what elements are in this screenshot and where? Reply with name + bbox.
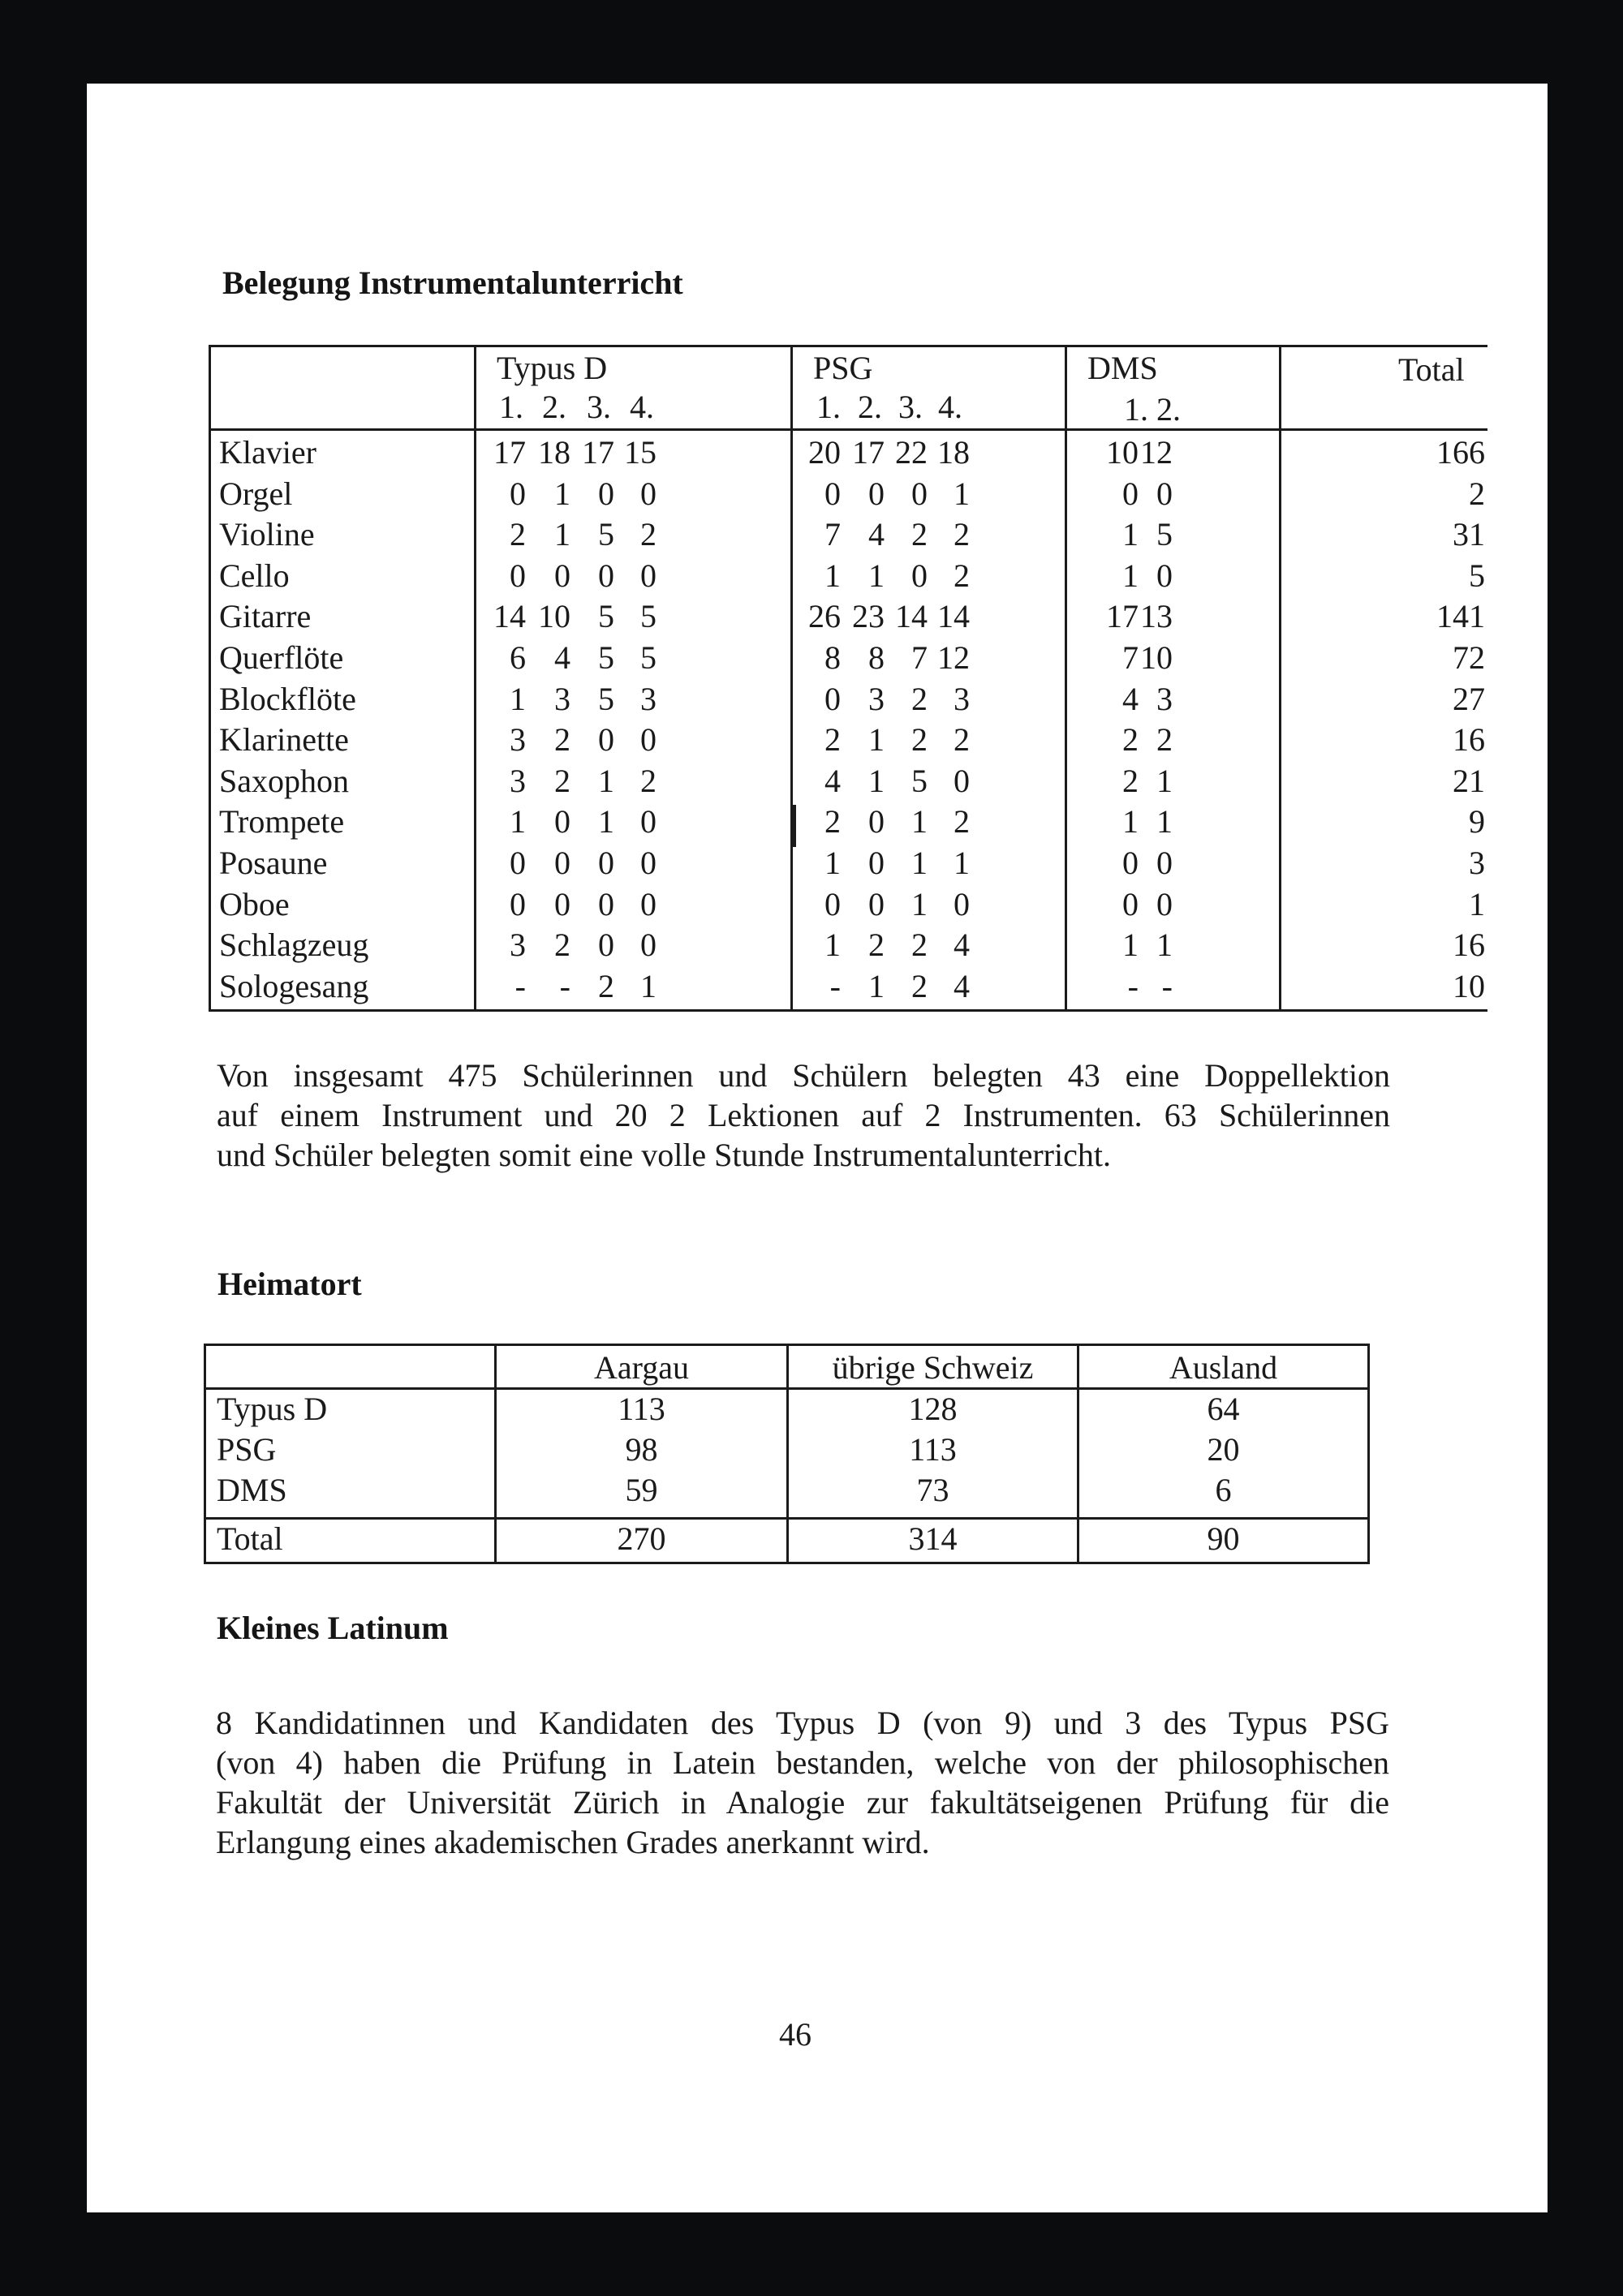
table-header-divider: [209, 428, 1487, 431]
psg-value: 1: [868, 763, 885, 799]
psg-value: 0: [868, 803, 885, 840]
psg-value: 5: [911, 763, 928, 799]
psg-value: 1: [954, 845, 970, 881]
psg-value: 18: [937, 434, 970, 471]
instrument-name: Schlagzeug: [219, 927, 369, 963]
psg-value: 26: [808, 598, 841, 634]
psg-value: 0: [824, 681, 841, 717]
cell-value: 73: [916, 1472, 949, 1508]
typus-d-value: 0: [598, 886, 614, 922]
table-left-border: [209, 345, 211, 1012]
psg-value: 3: [868, 681, 885, 717]
dms-value: 4: [1122, 681, 1139, 717]
dms-value: 0: [1156, 886, 1173, 922]
row-total-value: 10: [1453, 968, 1485, 1004]
instrumental-table: [209, 345, 1487, 1012]
class-header: 2.: [858, 389, 882, 425]
psg-value: 0: [824, 475, 841, 512]
typus-d-value: 4: [554, 639, 570, 676]
dms-value: 1: [1122, 927, 1139, 963]
column-divider: [474, 345, 476, 1012]
psg-value: 14: [895, 598, 928, 634]
psg-value: 17: [852, 434, 885, 471]
psg-value: 4: [954, 968, 970, 1004]
row-total-value: 141: [1436, 598, 1485, 634]
psg-value: 1: [911, 886, 928, 922]
typus-d-value: 5: [598, 516, 614, 553]
row-total-value: 27: [1453, 681, 1485, 717]
cell-value: 90: [1207, 1520, 1240, 1557]
typus-d-value: 1: [510, 803, 526, 840]
column-divider: [1065, 345, 1067, 1012]
psg-value: 1: [868, 721, 885, 758]
typus-d-value: 15: [624, 434, 657, 471]
class-header: 1.: [1124, 391, 1148, 428]
typus-d-value: 1: [598, 763, 614, 799]
typus-d-value: 2: [598, 968, 614, 1004]
dms-value: 0: [1122, 845, 1139, 881]
psg-value: 0: [868, 845, 885, 881]
instrument-name: Gitarre: [219, 598, 312, 634]
dms-value: 0: [1122, 475, 1139, 512]
psg-value: 2: [911, 721, 928, 758]
typus-d-value: 5: [598, 639, 614, 676]
psg-value: 2: [868, 927, 885, 963]
typus-d-value: 0: [598, 557, 614, 594]
psg-value: 0: [868, 886, 885, 922]
typus-d-value: 14: [493, 598, 526, 634]
typus-d-value: -: [514, 968, 526, 1004]
class-header: 3.: [898, 389, 923, 425]
group-header-dms: DMS: [1087, 350, 1158, 386]
paragraph-line: Erlangung eines akademischen Grades anerkannt wird.: [216, 1824, 930, 1860]
cell-value: 113: [618, 1391, 665, 1427]
dms-value: 10: [1140, 639, 1173, 676]
column-header-aargau: Aargau: [594, 1349, 689, 1386]
page-number: 46: [779, 2016, 812, 2053]
class-header: 4.: [630, 389, 654, 425]
typus-d-value: 3: [554, 681, 570, 717]
psg-value: 4: [868, 516, 885, 553]
class-header: 4.: [938, 389, 962, 425]
class-header: 2.: [542, 389, 566, 425]
paragraph-line: 8 Kandidatinnen und Kandidaten des Typus D (von 9) und 3 des Typus PSG: [216, 1705, 1389, 1741]
dms-value: 10: [1106, 434, 1139, 471]
psg-value: 7: [824, 516, 841, 553]
dms-value: 0: [1122, 886, 1139, 922]
cell-value: 113: [909, 1431, 957, 1468]
instrument-name: Orgel: [219, 475, 293, 512]
typus-d-value: 0: [510, 845, 526, 881]
row-total-value: 166: [1436, 434, 1485, 471]
typus-d-value: 5: [640, 598, 657, 634]
psg-value: 0: [954, 886, 970, 922]
typus-d-value: 3: [640, 681, 657, 717]
dms-value: 13: [1140, 598, 1173, 634]
typus-d-value: 0: [510, 557, 526, 594]
row-label: Total: [217, 1520, 283, 1557]
row-total-value: 9: [1469, 803, 1485, 840]
cell-value: 64: [1207, 1391, 1240, 1427]
psg-value: 2: [911, 968, 928, 1004]
typus-d-value: 0: [554, 845, 570, 881]
row-label: DMS: [217, 1472, 287, 1508]
group-header-total: Total: [1398, 351, 1465, 388]
dms-value: 1: [1156, 803, 1173, 840]
psg-value: 1: [824, 557, 841, 594]
row-total-value: 1: [1469, 886, 1485, 922]
typus-d-value: 0: [640, 721, 657, 758]
typus-d-value: 2: [554, 763, 570, 799]
row-total-value: 16: [1453, 721, 1485, 758]
typus-d-value: 1: [640, 968, 657, 1004]
column-header-uebrige-schweiz: übrige Schweiz: [832, 1349, 1034, 1386]
paragraph-line: Fakultät der Universität Zürich in Analogie zur fakultätseigenen Prüfung für die: [216, 1784, 1389, 1821]
paragraph-line: und Schüler belegten somit eine volle Stunde Instrumentalunterricht.: [217, 1137, 1111, 1173]
psg-value: 0: [954, 763, 970, 799]
table-bottom-border: [209, 1009, 1487, 1012]
psg-value: 2: [911, 927, 928, 963]
dms-value: 1: [1122, 803, 1139, 840]
group-header-typus-d: Typus D: [497, 350, 608, 386]
instrument-name: Cello: [219, 557, 290, 594]
dms-value: 3: [1156, 681, 1173, 717]
section-heading-heimatort: Heimatort: [217, 1266, 362, 1302]
dms-value: 1: [1156, 927, 1173, 963]
dms-value: 2: [1122, 721, 1139, 758]
typus-d-value: 0: [598, 927, 614, 963]
psg-value: 2: [911, 516, 928, 553]
psg-value: 1: [954, 475, 970, 512]
typus-d-value: 0: [510, 886, 526, 922]
dms-value: -: [1161, 968, 1173, 1004]
typus-d-value: 0: [554, 557, 570, 594]
psg-value: 0: [868, 475, 885, 512]
row-label: PSG: [217, 1431, 277, 1468]
psg-value: 14: [937, 598, 970, 634]
psg-value: 8: [868, 639, 885, 676]
instrument-name: Oboe: [219, 886, 290, 922]
typus-d-value: 5: [598, 681, 614, 717]
row-total-value: 31: [1453, 516, 1485, 553]
row-total-value: 16: [1453, 927, 1485, 963]
dms-value: 0: [1156, 557, 1173, 594]
psg-value: 23: [852, 598, 885, 634]
psg-value: 2: [824, 803, 841, 840]
dms-value: 5: [1156, 516, 1173, 553]
psg-value: 4: [824, 763, 841, 799]
typus-d-value: -: [559, 968, 570, 1004]
group-header-psg: PSG: [813, 350, 873, 386]
typus-d-value: 2: [510, 516, 526, 553]
typus-d-value: 6: [510, 639, 526, 676]
psg-value: 4: [954, 927, 970, 963]
typus-d-value: 0: [510, 475, 526, 512]
psg-value: 1: [868, 968, 885, 1004]
typus-d-value: 0: [554, 886, 570, 922]
cell-value: 270: [617, 1520, 666, 1557]
class-header: 1.: [816, 389, 841, 425]
instrument-name: Querflöte: [219, 639, 344, 676]
instrument-name: Klavier: [219, 434, 316, 471]
psg-value: 2: [954, 557, 970, 594]
psg-value: 8: [824, 639, 841, 676]
typus-d-value: 0: [598, 721, 614, 758]
typus-d-value: 2: [640, 763, 657, 799]
row-total-value: 3: [1469, 845, 1485, 881]
dms-value: 0: [1156, 845, 1173, 881]
column-divider: [1279, 345, 1281, 1012]
latinum-paragraph: [216, 1703, 1389, 1862]
table-top-border: [209, 345, 1487, 347]
typus-d-value: 18: [538, 434, 570, 471]
instrument-name: Blockflöte: [219, 681, 356, 717]
instrument-name: Posaune: [219, 845, 328, 881]
class-header: 3.: [587, 389, 611, 425]
cell-value: 98: [625, 1431, 658, 1468]
cell-value: 59: [625, 1472, 658, 1508]
dms-value: 0: [1156, 475, 1173, 512]
row-total-value: 72: [1453, 639, 1485, 676]
psg-value: 0: [911, 557, 928, 594]
psg-value: 1: [868, 557, 885, 594]
psg-value: 2: [954, 516, 970, 553]
typus-d-value: 0: [640, 886, 657, 922]
typus-d-value: 0: [554, 803, 570, 840]
typus-d-value: 3: [510, 927, 526, 963]
typus-d-value: 1: [510, 681, 526, 717]
paragraph-line: auf einem Instrument und 20 2 Lektionen auf 2 Instrumenten. 63 Schülerinnen: [217, 1097, 1390, 1133]
typus-d-value: 0: [598, 845, 614, 881]
dms-value: -: [1127, 968, 1139, 1004]
psg-value: 2: [954, 721, 970, 758]
psg-value: 3: [954, 681, 970, 717]
dms-value: 1: [1122, 557, 1139, 594]
typus-d-value: 17: [493, 434, 526, 471]
typus-d-value: 5: [640, 639, 657, 676]
typus-d-value: 0: [640, 557, 657, 594]
dms-value: 12: [1140, 434, 1173, 471]
psg-value: 2: [911, 681, 928, 717]
typus-d-value: 1: [554, 475, 570, 512]
typus-d-value: 1: [554, 516, 570, 553]
row-total-value: 5: [1469, 557, 1485, 594]
dms-value: 1: [1156, 763, 1173, 799]
paragraph-line: Von insgesamt 475 Schülerinnen und Schülern belegten 43 eine Doppellektion: [217, 1057, 1390, 1094]
typus-d-value: 17: [582, 434, 614, 471]
typus-d-value: 0: [640, 803, 657, 840]
typus-d-value: 5: [598, 598, 614, 634]
dms-value: 2: [1156, 721, 1173, 758]
class-header: 1.: [499, 389, 523, 425]
section-heading-instrumental: Belegung Instrumentalunterricht: [222, 264, 683, 301]
psg-value: 0: [824, 886, 841, 922]
heimatort-table: [204, 1344, 1370, 1564]
column-header-ausland: Ausland: [1169, 1349, 1278, 1386]
typus-d-value: 3: [510, 721, 526, 758]
psg-value: 1: [824, 927, 841, 963]
typus-d-value: 3: [510, 763, 526, 799]
instrument-name: Trompete: [219, 803, 345, 840]
typus-d-value: 2: [640, 516, 657, 553]
document-page: [87, 84, 1548, 2212]
psg-value: 1: [824, 845, 841, 881]
cell-value: 6: [1215, 1472, 1232, 1508]
dms-value: 17: [1106, 598, 1139, 634]
row-total-value: 2: [1469, 475, 1485, 512]
typus-d-value: 2: [554, 721, 570, 758]
psg-value: 12: [937, 639, 970, 676]
psg-value: 22: [895, 434, 928, 471]
dms-value: 1: [1122, 516, 1139, 553]
typus-d-value: 0: [598, 475, 614, 512]
psg-value: 2: [954, 803, 970, 840]
instrument-name: Saxophon: [219, 763, 349, 799]
typus-d-value: 1: [598, 803, 614, 840]
row-label: Typus D: [217, 1391, 328, 1427]
dms-value: 2: [1122, 763, 1139, 799]
cell-value: 128: [908, 1391, 958, 1427]
psg-value: 2: [824, 721, 841, 758]
typus-d-value: 0: [640, 475, 657, 512]
instrument-name: Violine: [219, 516, 315, 553]
instrument-name: Klarinette: [219, 721, 349, 758]
typus-d-value: 0: [640, 845, 657, 881]
paragraph-line: (von 4) haben die Prüfung in Latein bestanden, welche von der philosophischen: [216, 1744, 1389, 1781]
typus-d-value: 10: [538, 598, 570, 634]
cell-value: 20: [1207, 1431, 1240, 1468]
psg-value: 7: [911, 639, 928, 676]
psg-value: -: [829, 968, 841, 1004]
psg-value: 20: [808, 434, 841, 471]
cell-value: 314: [908, 1520, 958, 1557]
row-total-value: 21: [1453, 763, 1485, 799]
instrumental-paragraph: [217, 1056, 1390, 1175]
psg-value: 1: [911, 845, 928, 881]
dms-value: 7: [1122, 639, 1139, 676]
class-header: 2.: [1156, 391, 1181, 428]
section-heading-latinum: Kleines Latinum: [217, 1610, 449, 1646]
typus-d-value: 2: [554, 927, 570, 963]
typus-d-value: 0: [640, 927, 657, 963]
psg-value: 0: [911, 475, 928, 512]
instrument-name: Sologesang: [219, 968, 369, 1004]
psg-value: 1: [911, 803, 928, 840]
